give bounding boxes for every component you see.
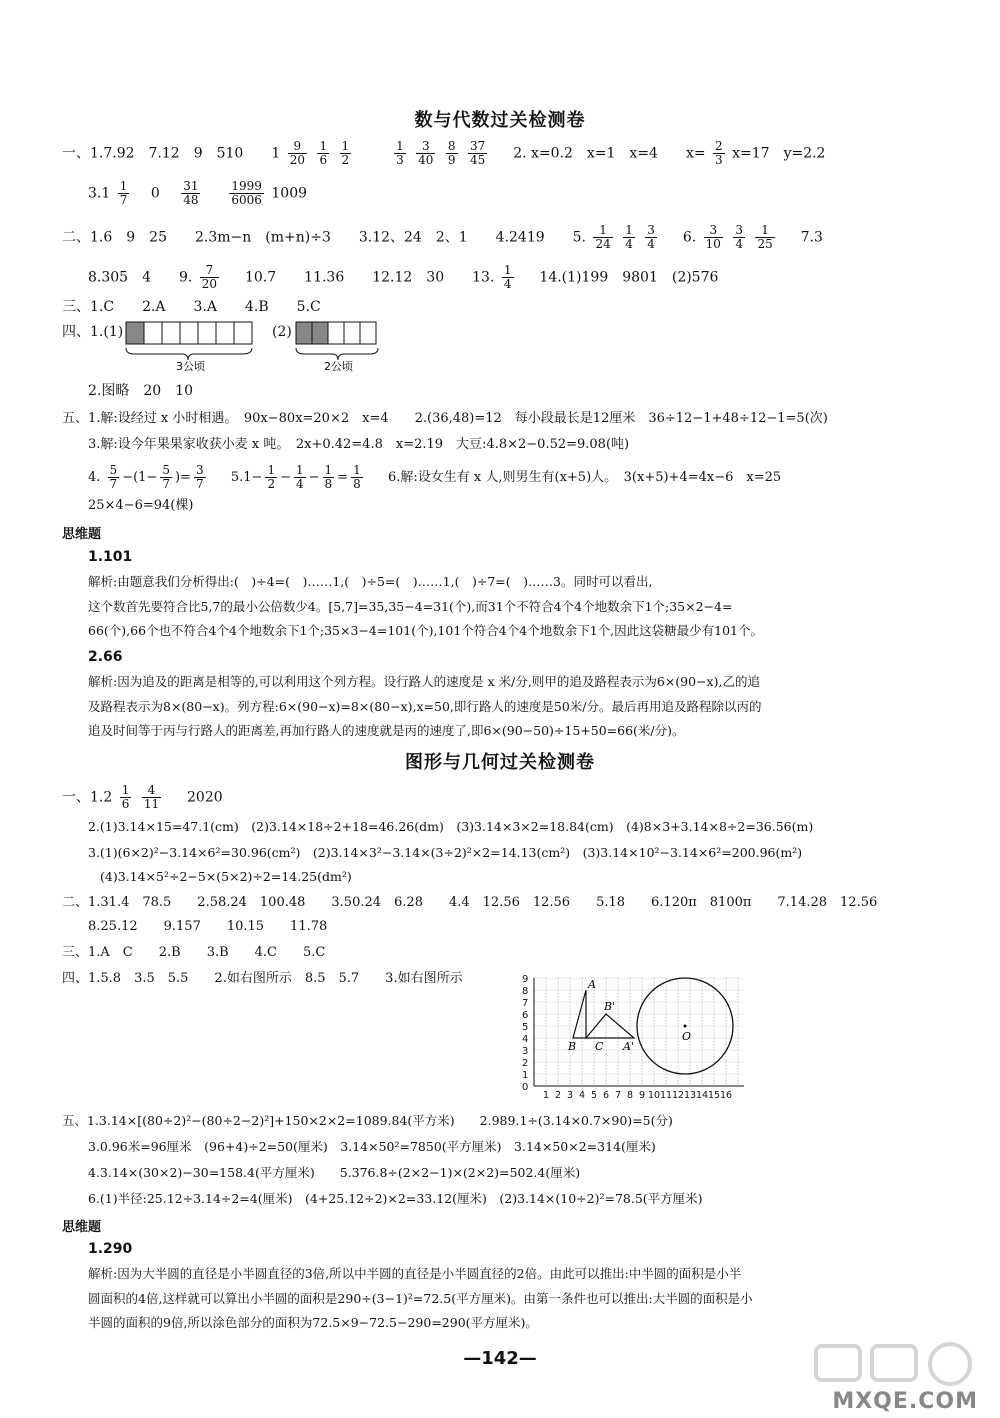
answer-line: 2.(1)3.14×15=47.1(cm) (2)3.14×18÷2+18=46.26(dm) (3)3.14×3×2=18.84(cm) (4)8×3+3.14×8÷2=36.56(m) bbox=[88, 819, 814, 834]
answer-line bbox=[62, 784, 223, 811]
answer-text: 5.1− bbox=[230, 470, 263, 485]
answer-line bbox=[62, 140, 825, 167]
y-tick-label: 0 bbox=[522, 1082, 529, 1093]
fraction: $\frac{1}{25}$ bbox=[757, 223, 773, 251]
fraction: $\frac{8}{9}$ bbox=[447, 139, 456, 167]
y-tick-label: 7 bbox=[522, 998, 529, 1009]
explanation-line: 解析:由题意我们分析得出:( )÷4=( )……1,( )÷5=( )……1,( )÷7=( )……3。同时可以看出, bbox=[88, 574, 653, 589]
explanation-line: 解析:因为大半圆的直径是小半圆直径的3倍,所以中半圆的直径是小半圆直径的2倍。由此可以推出:中半圆的面积是小半 bbox=[88, 1266, 742, 1281]
x-tick-label: 5 bbox=[591, 1090, 598, 1100]
answer-text: 2020 bbox=[187, 789, 223, 806]
fraction: $\frac{7}{20}$ bbox=[201, 263, 218, 291]
thinking-heading: 思维题 bbox=[62, 1220, 102, 1235]
explanation-line: 圆面积的4倍,这样就可以算出小半圆的面积是290÷(3−1)²=72.5(平方厘米)。由第一条件也可以推出:大半圆的面积是小 bbox=[88, 1291, 753, 1306]
answer-text: 14.(1)199 9801 (2)576 bbox=[539, 269, 719, 286]
fraction: $\frac{3}{40}$ bbox=[418, 139, 434, 167]
y-tick-label: 6 bbox=[522, 1010, 529, 1021]
answer-text: 四、1.(1) bbox=[62, 324, 124, 340]
answer-line: 1.101 bbox=[88, 549, 133, 565]
answer-text: 一、1.7.92 7.12 9 510 1 bbox=[62, 145, 281, 162]
point-label: C bbox=[595, 1040, 604, 1053]
bar-label: 3公顷 bbox=[176, 360, 205, 372]
explanation-line: 解析:因为追及的距离是相等的,可以利用这个列方程。设行路人的速度是 x 米/分,则甲的追及路程表示为6×(90−x),乙的追 bbox=[88, 674, 760, 689]
answer-text: 一、1.2 bbox=[62, 789, 113, 806]
circle-center bbox=[684, 1025, 687, 1028]
x-tick-label: 11 bbox=[660, 1090, 673, 1100]
answer-text: (2) bbox=[272, 324, 292, 340]
answer-text: x=17 y=2.2 bbox=[732, 145, 826, 162]
y-tick-label: 3 bbox=[522, 1046, 529, 1057]
fraction: $\frac{2}{3}$ bbox=[715, 139, 723, 167]
answer-line: 五、1.解:设经过 x 小时相遇。 90x−80x=20×2 x=4 2.(36,48)=12 每小段最长是12厘米 36÷12−1+48÷12−1=5(次) bbox=[62, 411, 828, 426]
triangle-abc bbox=[573, 990, 586, 1038]
answer-line: 3.(1)(6×2)²−3.14×6²=30.96(cm²) (2)3.14×3²−3.14×(3÷2)²×2=14.13(cm²) (3)3.14×10²−3.14×6²=200.96(m²) bbox=[88, 845, 803, 860]
fraction: $\frac{3}{10}$ bbox=[705, 223, 721, 251]
y-tick-label: 5 bbox=[522, 1022, 529, 1033]
x-tick-label: 4 bbox=[579, 1090, 586, 1100]
answer-text: 6.解:设女生有 x 人,则男生有(x+5)人。 3(x+5)+4=4x−6 x=25 bbox=[388, 470, 782, 485]
answer-line: 二、1.31.4 78.5 2.58.24 100.48 3.50.24 6.28 4.4 12.56 12.56 5.18 6.120π 8100π 7.14.28 12.56 bbox=[62, 895, 878, 910]
x-tick-label: 7 bbox=[615, 1090, 622, 1100]
fraction: $\frac{1}{3}$ bbox=[396, 139, 404, 167]
x-tick-label: 2 bbox=[555, 1090, 562, 1100]
fraction: $\frac{1}{8}$ bbox=[353, 463, 361, 491]
section-title-geometry: 图形与几何过关检测卷 bbox=[405, 752, 595, 773]
thinking-heading: 思维题 bbox=[62, 527, 102, 542]
x-tick-label: 16 bbox=[720, 1090, 733, 1100]
point-label: B' bbox=[604, 1000, 616, 1013]
answer-line: 3.解:设今年果果家收获小麦 x 吨。 2x+0.42=4.8 x=2.19 大豆:4.8×2−0.52=9.08(吨) bbox=[88, 437, 630, 452]
answer-line: 1.290 bbox=[88, 1241, 133, 1257]
explanation-line: 这个数首先要符合比5,7的最小公倍数少4。[5,7]=35,35−4=31(个),而31个不符合4个4个地数余下1个;35×2−4= bbox=[88, 599, 733, 614]
bar-model-1 bbox=[124, 320, 264, 372]
fraction: $\frac{31}{48}$ bbox=[183, 179, 199, 207]
geometry-grid-figure bbox=[520, 974, 750, 1100]
fraction: $\frac{3}{7}$ bbox=[195, 463, 204, 491]
answer-line: 4.3.14×(30×2)−30=158.4(平方厘米) 5.376.8÷(2×2−1)×(2×2)=502.4(厘米) bbox=[88, 1165, 581, 1180]
fraction: $\frac{1}{4}$ bbox=[295, 463, 304, 491]
fraction: $\frac{1}{4}$ bbox=[503, 263, 512, 291]
x-tick-label: 3 bbox=[567, 1090, 574, 1100]
x-tick-label: 8 bbox=[627, 1090, 634, 1100]
answer-line bbox=[88, 264, 718, 291]
x-tick-label: 10 bbox=[648, 1090, 661, 1100]
answer-line: 四、1.5.8 3.5 5.5 2.如右图所示 8.5 5.7 3.如右图所示 bbox=[62, 971, 463, 986]
fraction: $\frac{1}{2}$ bbox=[267, 463, 276, 491]
x-tick-label: 15 bbox=[708, 1090, 721, 1100]
answer-line: 3.0.96米=96厘米 (96+4)÷2=50(厘米) 3.14×50²=7850(平方厘米) 3.14×50×2=314(厘米) bbox=[88, 1139, 656, 1154]
answer-line: 25×4−6=94(棵) bbox=[88, 498, 194, 513]
page-number: —142— bbox=[463, 1348, 537, 1369]
answer-text: 0 bbox=[150, 185, 160, 202]
fraction: $\frac{1}{2}$ bbox=[341, 139, 350, 167]
answer-text: 2. x=0.2 x=1 x=4 x= bbox=[513, 145, 706, 162]
fraction: $\frac{1}{4}$ bbox=[625, 223, 633, 251]
x-tick-label: 14 bbox=[696, 1090, 709, 1100]
fraction: $\frac{9}{20}$ bbox=[289, 139, 305, 167]
fraction: $\frac{4}{11}$ bbox=[143, 783, 160, 811]
answer-line: 8.25.12 9.157 10.15 11.78 bbox=[88, 919, 328, 934]
fraction: $\frac{1}{7}$ bbox=[119, 179, 128, 207]
y-tick-label: 8 bbox=[522, 986, 529, 997]
x-tick-label: 13 bbox=[684, 1090, 697, 1100]
explanation-line: 追及时间等于丙与行路人的距离差,再加行路人的速度就是丙的速度了,即6×(90−50)÷15+50=66(米/分)。 bbox=[88, 723, 685, 738]
x-tick-label: 12 bbox=[672, 1090, 685, 1100]
answer-line: (4)3.14×5²÷2−5×(5×2)÷2=14.25(dm²) bbox=[100, 869, 352, 884]
answer-line: 三、1.A C 2.B 3.B 4.C 5.C bbox=[62, 945, 326, 960]
answer-line: 6.(1)半径:25.12÷3.14÷2=4(厘米) (4+25.12÷2)×2=33.12(厘米) (2)3.14×(10÷2)²=78.5(平方厘米) bbox=[88, 1191, 703, 1206]
x-tick-label: 1 bbox=[543, 1090, 550, 1100]
fraction: $\frac{3}{4}$ bbox=[647, 223, 655, 251]
answer-line: 2.66 bbox=[88, 649, 123, 665]
x-tick-label: 6 bbox=[603, 1090, 610, 1100]
answer-line bbox=[62, 224, 823, 251]
point-label: O bbox=[682, 1030, 692, 1043]
answer-line: 2.图略 20 10 bbox=[88, 383, 193, 399]
section-title-algebra: 数与代数过关检测卷 bbox=[414, 110, 586, 131]
fraction: $\frac{1999}{6006}$ bbox=[231, 179, 262, 207]
point-label: A' bbox=[623, 1040, 634, 1053]
y-tick-label: 1 bbox=[522, 1070, 529, 1081]
y-tick-label: 9 bbox=[522, 974, 529, 985]
answer-text: 二、1.6 9 25 2.3m−n (m+n)÷3 3.12、24 2、1 4.2419 5. bbox=[62, 229, 587, 246]
point-label: B bbox=[568, 1040, 577, 1053]
answer-text: 6. bbox=[682, 229, 697, 246]
fraction: $\frac{1}{6}$ bbox=[121, 783, 130, 811]
answer-line bbox=[88, 180, 307, 207]
fraction: $\frac{37}{45}$ bbox=[470, 139, 486, 167]
answer-text: 7.3 bbox=[800, 229, 823, 246]
fraction: $\frac{1}{8}$ bbox=[324, 463, 333, 491]
bar-label: 2公顷 bbox=[324, 360, 353, 372]
point-label: A bbox=[588, 978, 596, 991]
explanation-line: 66(个),66个也不符合4个4个地数余下1个;35×3−4=101(个),101个符合4个4个地数余下1个,因此这袋糖最少有101个。 bbox=[88, 623, 763, 638]
explanation-line: 半圆的面积的9倍,所以涂色部分的面积为72.5×9−72.5−290=290(平方厘米)。 bbox=[88, 1315, 538, 1330]
fraction: $\frac{3}{4}$ bbox=[735, 223, 744, 251]
answer-text: 8.305 4 9. bbox=[88, 269, 193, 286]
answer-line: 五、1.3.14×[(80÷2)²−(80÷2−2)²]+150×2×2=1089.84(平方米) 2.989.1÷(3.14×0.7×90)=5(分) bbox=[62, 1113, 673, 1128]
watermark-text: MXQE.COM bbox=[832, 1389, 978, 1414]
answer-line: 三、1.C 2.A 3.A 4.B 5.C bbox=[62, 299, 321, 315]
answer-text: 1009 bbox=[271, 185, 308, 202]
fraction: $\frac{1}{6}$ bbox=[319, 139, 328, 167]
y-tick-label: 4 bbox=[522, 1034, 529, 1045]
y-tick-label: 2 bbox=[522, 1058, 529, 1069]
answer-line: 4. $\frac{5}{7}$ −(1− $\frac{5}{7}$ )= $\frac{3}{7}$ 5.1− $\frac{1}{2}$ − $\frac{1}{4}$ − $\frac{1}{8}$ = $\frac{1}{8}$ 6.解:设女生有 x 人,则男生有(x+5)人。 3(x+5)+4=4x−6 x=25 bbox=[88, 463, 782, 491]
fraction: $\frac{5}{7}$ bbox=[109, 463, 118, 491]
explanation-line: 及路程表示为8×(80−x)。列方程:6×(90−x)=8×(80−x),x=50,即行路人的速度是50米/分。最后再用追及路程除以丙的 bbox=[88, 699, 762, 714]
x-tick-label: 9 bbox=[639, 1090, 646, 1100]
bar-model-2 bbox=[294, 320, 394, 372]
answer-text: 10.7 11.36 12.12 30 13. bbox=[244, 269, 495, 286]
fraction: $\frac{1}{24}$ bbox=[595, 223, 611, 251]
answer-text: 4. bbox=[88, 470, 101, 485]
answer-text: 3.1 bbox=[88, 185, 111, 202]
fraction: $\frac{5}{7}$ bbox=[162, 463, 170, 491]
